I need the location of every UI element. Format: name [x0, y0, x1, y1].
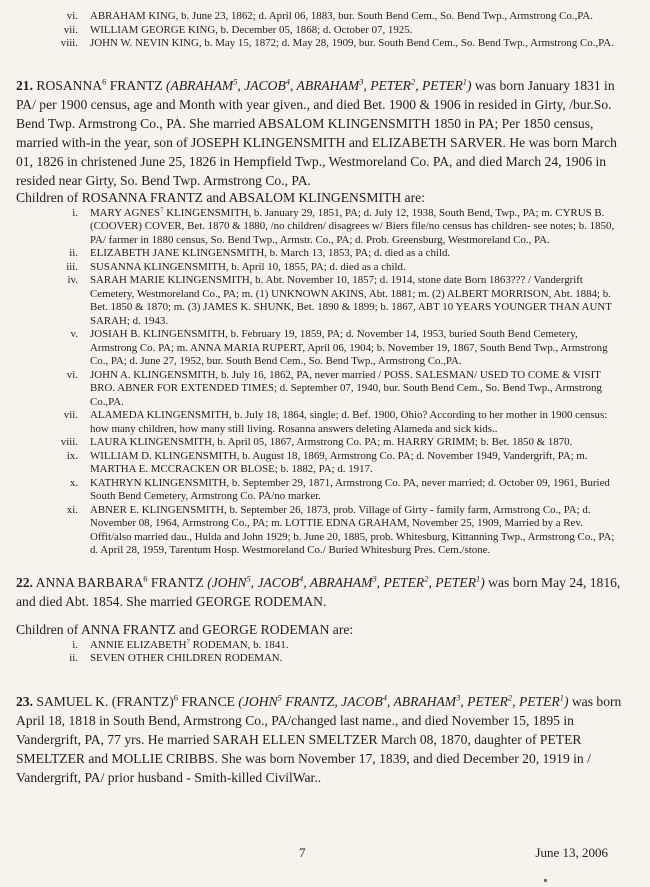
page-footer	[0, 845, 650, 865]
child-entry-text: WILLIAM D. KLINGENSMITH, b. August 18, 1869, Armstrong Co. PA; d. November 1949, Vandergrift, PA; m. MARTHA E. MCCRACKEN OR BLOSE; b. 1882, PA; d. 1917.	[90, 449, 588, 475]
child-entry-text: MARY AGNES$^7$ KLINGENSMITH, b. January 29, 1851, PA; d. July 12, 1938, South Bend, Twp., PA; m. CYRUS B. (COOVER) COVER, Bet. 1870 & 1880, /no children/ disagrees w/ Biers file/no census has children- see notes; b. 1850, PA/ farmer in 1880 census, So. Bend Twp., Armstr. Co., PA; d. Prob. Greensburg, Westmoreland Co., PA.	[90, 205, 615, 246]
child-entry-text: KATHRYN KLINGENSMITH, b. September 29, 1871, Armstrong Co. PA, never married; d. October 09, 1961, Buried South Bend Cemetery, Armstrong Co. PA/no marker.	[90, 476, 610, 502]
child-entry-text: WILLIAM GEORGE KING, b. December 05, 1868; d. October 07, 1925.	[90, 23, 413, 36]
child-roman-numeral: ii.	[69, 652, 78, 664]
child-roman-numeral: viii.	[60, 37, 78, 49]
child-entry-text: SUSANNA KLINGENSMITH, b. April 10, 1855, PA; d. died as a child.	[90, 260, 406, 273]
child-roman-numeral: iii.	[66, 260, 78, 273]
child-roman-numeral: iv.	[67, 274, 78, 286]
child-entry-text: JOSIAH B. KLINGENSMITH, b. February 19, 1859, PA; d. November 14, 1953, buried South Bend Cemetery, Armstrong Co. PA; m. ANNA MARIA RUPERT, April 06, 1904; b. November 19, 1867, South Bend Twp., Armstrong Co., PA; d. June 27, 1952, bur. South Bend Cem., So. Bend Twp., Armstrong Co.,PA.	[90, 328, 608, 367]
child-entry-text: ABRAHAM KING, b. June 23, 1862; d. April 06, 1883, bur. South Bend Cem., So. Bend Twp., Armstrong Co.,PA.	[90, 10, 593, 22]
child-entry-row	[16, 10, 624, 24]
child-entry-row	[16, 477, 624, 504]
child-entry-text: SARAH MARIE KLINGENSMITH, b. Abt. November 10, 1857; d. 1914, stone date Born 1863??? / Vandergrift Cemetery, Westmoreland Co., PA; m. (1) UNKNOWN AKINS, Abt. 1881; m. (2) ALBERT MORRISON, Abt. 1884; b. Bet. 1850 & 1870; m. (3) JAMES K. SHUNK, Bet. 1890 & 1899; b. 1867, ABT 10 YEARS YOUNGER THAN AUNT SARAH; d. 1943.	[90, 274, 612, 327]
child-entry-text: ALAMEDA KLINGENSMITH, b. July 18, 1864, single; d. Bef. 1900, Ohio? According to her mother in 1900 census: how many children, how many still living. Rosanna answers deleting Alameda and sick kids..	[90, 409, 608, 435]
child-roman-numeral: ix.	[66, 449, 78, 462]
child-entry-row	[16, 247, 624, 261]
king-children-list	[16, 10, 624, 51]
rodeman-children-list	[16, 639, 624, 666]
child-roman-numeral: i.	[72, 206, 78, 219]
child-entry-row	[16, 504, 624, 558]
child-entry-text: ELIZABETH JANE KLINGENSMITH, b. March 13, 1853, PA; d. died as a child.	[90, 247, 451, 259]
child-entry-row	[16, 369, 624, 410]
child-roman-numeral: ii.	[69, 247, 78, 259]
child-roman-numeral: vi.	[66, 10, 78, 22]
page-number: 7	[299, 845, 306, 860]
child-entry-row	[16, 37, 624, 51]
child-entry-row	[16, 639, 624, 653]
child-entry-row	[16, 328, 624, 369]
child-roman-numeral: vii.	[63, 23, 78, 36]
child-entry-text: LAURA KLINGENSMITH, b. April 05, 1867, Armstrong Co. PA; m. HARRY GRIMM; b. Bet. 1850 & 1870.	[90, 436, 573, 448]
child-roman-numeral: x.	[69, 476, 78, 489]
child-entry-text: ABNER E. KLINGENSMITH, b. September 26, 1873, prob. Village of Girty - family farm, Armstrong Co., PA; d. November 08, 1964, Armstrong Co., PA; m. LOTTIE EDNA GRAHAM, November 25, 1909, Married by a Rev. Offit/also married dau., Hulda and John 1929; b. June 20, 1885, prob. Whitesburg, Kittanning Twp., Armstrong Co., PA; d. April 28, 1959, Tarentum Hosp. Westmoreland Co./ Buried Whitesburg Pres. Cem./stone.	[90, 503, 615, 556]
child-entry-row	[16, 652, 624, 666]
scan-speck	[544, 879, 547, 882]
child-entry-text: JOHN W. NEVIN KING, b. May 15, 1872; d. May 28, 1909, bur. South Bend Cem., So. Bend Twp., Armstrong Co.,PA.	[90, 37, 614, 49]
child-roman-numeral: v.	[70, 328, 78, 340]
child-roman-numeral: i.	[72, 638, 78, 651]
child-entry-text: ANNIE ELIZABETH$^7$ RODEMAN, b. 1841.	[90, 637, 289, 651]
child-roman-numeral: vii.	[63, 409, 78, 421]
entry-22-paragraph: 22. ANNA BARBARA$^6$ FRANTZ (JOHN$^5$, JACOB$^4$, ABRAHAM$^3$, PETER$^2$, PETER$^1$) was born May 24, 1816, and died Abt. 1854. She married GEORGE RODEMAN.	[16, 572, 621, 609]
entry-21-children-heading: Children of ROSANNA FRANTZ and ABSALOM KLINGENSMITH are:	[16, 189, 425, 205]
child-entry-row	[16, 274, 624, 328]
entry-21-paragraph: 21. ROSANNA$^6$ FRANTZ (ABRAHAM$^5$, JACOB$^4$, ABRAHAM$^3$, PETER$^2$, PETER$^1$) was born January 1831 in PA/ per 1900 census, age and Month with year given., and died Bet. 1900 & 1906 in resided in Girty, /bur.So. Bend Twp. Armstrong Co., PA. She married ABSALOM KLINGENSMITH 1850 in PA; Per 1850 census, married with-in the year, son of JOSEPH KLINGENSMITH and ELIZABETH SARVER. He was born March 01, 1826 in christened June 25, 1826 in Hempfield Twp., Westmoreland Co. PA, and died March 24, 1906 in resided near Girty, So. Bend Twp. Armstrong Co., PA.	[16, 75, 617, 188]
footer-date: June 13, 2006	[535, 845, 608, 860]
child-entry-row	[16, 436, 624, 450]
child-entry-row	[16, 450, 624, 477]
child-roman-numeral: viii.	[60, 436, 78, 448]
child-roman-numeral: xi.	[66, 503, 78, 516]
child-entry-row	[16, 24, 624, 38]
child-roman-numeral: vi.	[66, 368, 78, 381]
child-entry-text: SEVEN OTHER CHILDREN RODEMAN.	[90, 652, 283, 664]
klingensmith-children-list	[16, 207, 624, 558]
child-entry-text: JOHN A. KLINGENSMITH, b. July 16, 1862, PA, never married / POSS. SALESMAN/ USED TO COME & VISIT BRO. ABNER FOR EXTENDED TIMES; d. September 07, 1940, bur. South Bend Cem., So. Bend Twp., Armstrong Co.,PA.	[90, 368, 602, 408]
child-entry-row	[16, 207, 624, 248]
entry-22-children-heading: Children of ANNA FRANTZ and GEORGE RODEMAN are:	[16, 621, 354, 637]
child-entry-row	[16, 261, 624, 275]
entry-23-paragraph: 23. SAMUEL K. (FRANTZ)$^6$ FRANCE (JOHN$^5$ FRANTZ, JACOB$^4$, ABRAHAM$^3$, PETER$^2$, PETER$^1$) was born April 18, 1818 in South Bend, Armstrong Co., PA/changed last name., and died November 15, 1895 in Vandergrift, PA, 77 yrs. He married SARAH ELLEN SMELTZER March 08, 1870, daughter of PETER SMELTZER and MOLLIE CRIBBS. She was born November 17, 1839, and died December 20, 1919 in / Vandergrift, PA/ prior husband - Smith-killed CivilWar..	[16, 691, 622, 785]
child-entry-row	[16, 409, 624, 436]
